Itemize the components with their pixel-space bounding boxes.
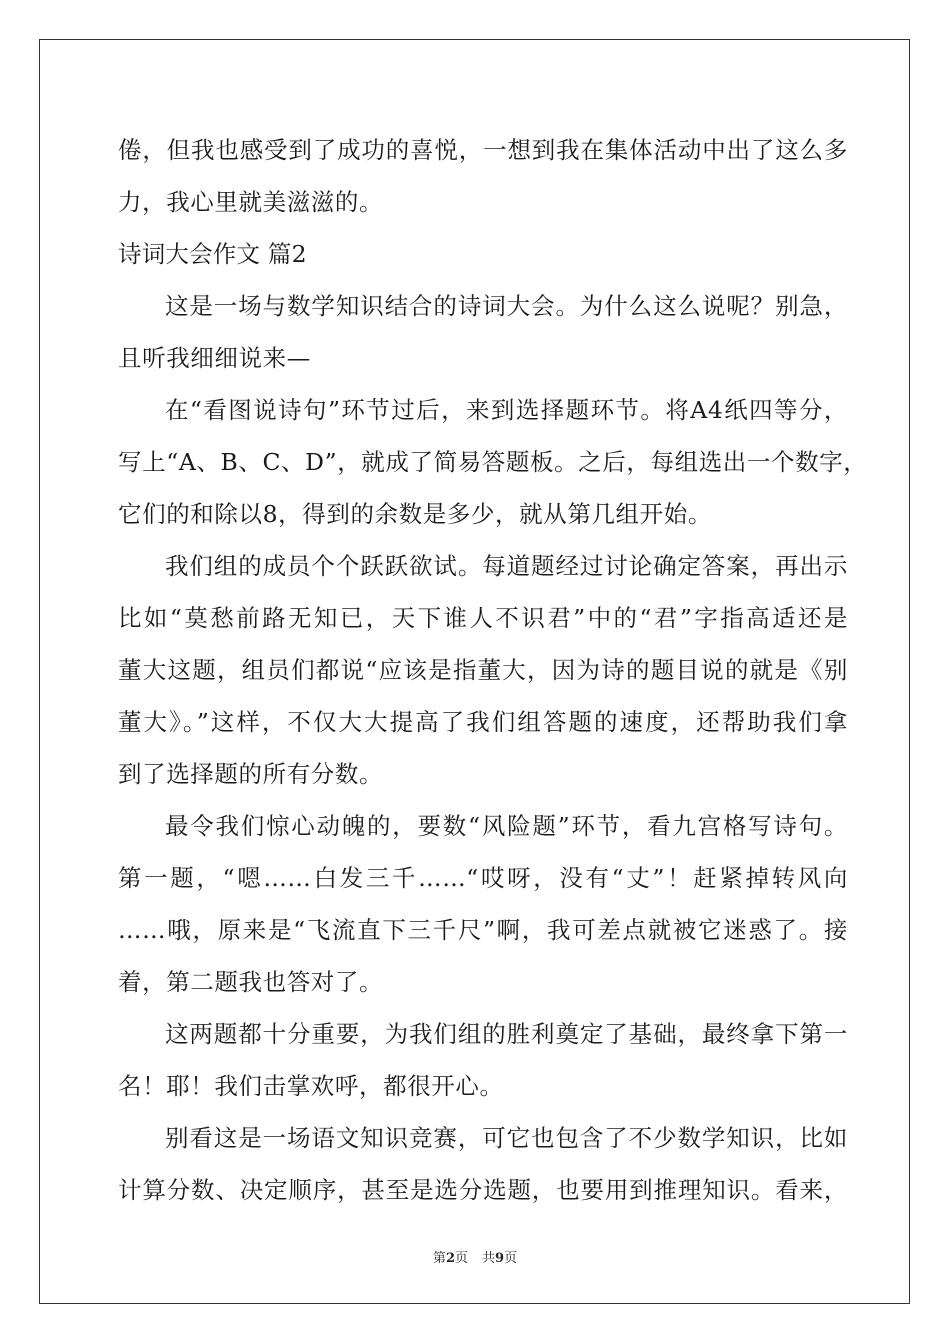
- total-page-number: 9: [495, 1251, 505, 1266]
- paragraph-first-line: 别看这是一场语文知识竞赛，可它也包含了不少数学知识，比如: [165, 1124, 848, 1152]
- page-suffix: 页: [454, 1251, 468, 1266]
- text-line: 第一题，“嗯……白发三千……“哎呀，没有“丈”！赶紧掉转风向: [118, 864, 848, 892]
- current-page-number: 2: [445, 1251, 455, 1266]
- section-heading: 诗词大会作文 篇2: [118, 240, 307, 268]
- text-line: 且听我细细说来—: [118, 344, 311, 372]
- text-line: 倦，但我也感受到了成功的喜悦，一想到我在集体活动中出了这么多: [118, 136, 848, 164]
- paragraph-first-line: 这是一场与数学知识结合的诗词大会。为什么这么说呢？别急，: [165, 292, 848, 320]
- text-line: 董大这题，组员们都说“应该是指董大，因为诗的题目说的就是《别: [118, 656, 848, 684]
- text-line: 到了选择题的所有分数。: [118, 760, 384, 788]
- paragraph-first-line: 我们组的成员个个跃跃欲试。每道题经过讨论确定答案，再出示: [165, 552, 848, 580]
- total-suffix: 页: [504, 1251, 518, 1266]
- text-line: 力，我心里就美滋滋的。: [118, 188, 384, 216]
- text-line: 比如“莫愁前路无知已，天下谁人不识君”中的“君”字指高适还是: [118, 604, 848, 632]
- text-line: ……哦，原来是“飞流直下三千尺”啊，我可差点就被它迷惑了。接: [118, 916, 848, 944]
- document-body: [118, 124, 868, 1216]
- text-line: 着，第二题我也答对了。: [118, 968, 384, 996]
- page-footer: [0, 1247, 950, 1266]
- text-line: 董大》。”这样，不仅大大提高了我们组答题的速度，还帮助我们拿: [118, 708, 848, 736]
- text-line: 写上“A、B、C、D”，就成了简易答题板。之后，每组选出一个数字，: [118, 448, 868, 476]
- text-line: 名！耶！我们击掌欢呼，都很开心。: [118, 1072, 504, 1100]
- page-prefix: 第: [432, 1251, 446, 1266]
- text-line: 计算分数、决定顺序，甚至是选分选题，也要用到推理知识。看来，: [118, 1176, 848, 1204]
- paragraph-first-line: 这两题都十分重要，为我们组的胜利奠定了基础，最终拿下第一: [165, 1020, 848, 1048]
- total-prefix: 共: [482, 1251, 496, 1266]
- paragraph-first-line: 在“看图说诗句”环节过后，来到选择题环节。将A4纸四等分，: [165, 396, 848, 424]
- paragraph-first-line: 最令我们惊心动魄的，要数“风险题”环节，看九宫格写诗句。: [165, 812, 848, 840]
- text-line: 它们的和除以8，得到的余数是多少，就从第几组开始。: [118, 500, 712, 528]
